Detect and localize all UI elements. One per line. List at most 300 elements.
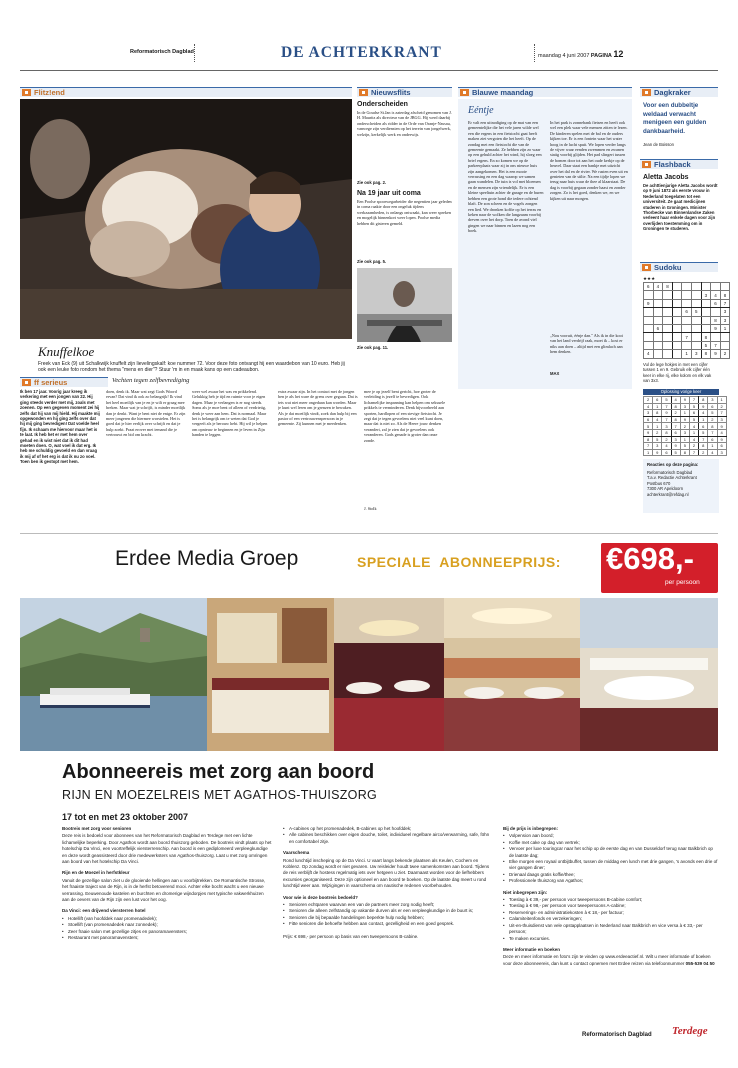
- sudoku-answer-cell: 8: [699, 397, 708, 404]
- sudoku-cell[interactable]: [711, 333, 721, 341]
- nieuwsflits-tab: [357, 87, 452, 97]
- sudoku-cell[interactable]: [653, 316, 663, 324]
- sudoku-answer-cell: 6: [653, 397, 662, 404]
- ff-serieus-column-1: Ik ben 17 jaar. Voorig jaar kreeg ik verkering met een jongen van 22. Hij ging steeds verder met mij, zoals met zoenen. Op een gegeven moment zei hij zelfs dat hij van mij hield. Hij maakte mij opgewonden en hij ging zelfs over dat hij mij ging bevredigen! Dat voelde heel fijn. Ik schaam me hiervoor maar het is te laat. Ik heb het er met hem over gehad en ik wist niet dat ik dit had moeten doen. O, wat voel ik dat erg. Ik heb me schuldig gevoeld en dan vraag ik mij af of het erg is dat ik nu zo voel. Toen ben ik gestopt met hem.: [20, 389, 100, 465]
- flashback-body: De achttienjarige Aletta Jacobs wordt op 9 juni 1872 als eerste vrouw in Nederland toegelaten tot een universiteit. Ze gaat medicijnen studeren in Groningen. Minister Thorbecke van Binnenlandse Zaken verleent haar enkele dagen voor zijn overlijden toestemming om in Groningen te studeren.: [643, 183, 718, 232]
- flashback-tab: [640, 159, 718, 169]
- sudoku-cell: 9: [711, 350, 721, 358]
- sudoku-answer-cell: 6: [717, 443, 726, 450]
- sudoku-cell[interactable]: [720, 283, 730, 291]
- sudoku-answer-cell: 1: [653, 403, 662, 410]
- sudoku-cell[interactable]: [682, 316, 692, 324]
- sudoku-answer-cell: 9: [644, 429, 653, 436]
- sudoku-answer-cell: 7: [662, 416, 671, 423]
- ad-list-cabins: [283, 826, 493, 845]
- sudoku-cell[interactable]: [663, 291, 673, 299]
- ad-logo-terdege: Terdege: [672, 1025, 708, 1037]
- sudoku-tab-label: Sudoku: [654, 263, 682, 272]
- sudoku-answer-cell: 7: [708, 429, 717, 436]
- ad-list-item: • Koffie met cake op dag van vertrek;: [503, 840, 718, 846]
- sudoku-answer-row: [644, 436, 727, 443]
- sudoku-answer-cell: 6: [708, 403, 717, 410]
- sudoku-answer-cell: 2: [662, 436, 671, 443]
- sudoku-instructions: Vul de lege hokjes in met een cijfer tussen 1 en 9. Gebruik elk cijfer één keer in elke rij, elke kolom en elk vak van 3x3.: [643, 362, 712, 384]
- sudoku-answer-row: [644, 410, 727, 417]
- ad-list-item: • A-cabines op het promenadedek, B-cabines op het hoofddek;: [283, 826, 493, 832]
- sudoku-cell: 3: [701, 291, 711, 299]
- sudoku-cell[interactable]: [701, 316, 711, 324]
- sudoku-answer-cell: 8: [671, 416, 680, 423]
- sudoku-cell: 7: [682, 333, 692, 341]
- sudoku-cell[interactable]: [653, 299, 663, 307]
- ad-promo: SPECIALE ABONNEEPRIJS:: [357, 554, 561, 570]
- dining-photo: [580, 598, 718, 751]
- sudoku-answer-cell: 6: [708, 436, 717, 443]
- sudoku-answer-grid: [643, 396, 727, 456]
- salon-photo: [444, 598, 580, 751]
- sudoku-cell[interactable]: [672, 283, 682, 291]
- flitzend-tab: [20, 87, 352, 97]
- flashback-tab-icon: [642, 161, 651, 168]
- sudoku-answer-cell: 5: [653, 436, 662, 443]
- ff-serieus-signature: J. Stolk: [364, 506, 377, 511]
- sudoku-cell[interactable]: [644, 324, 654, 332]
- blauwe-maandag-tab-icon: [460, 89, 469, 96]
- sudoku-cell[interactable]: [653, 350, 663, 358]
- sudoku-cell[interactable]: [711, 283, 721, 291]
- sudoku-cell[interactable]: [682, 283, 692, 291]
- masthead-page-label: PAGINA: [590, 53, 612, 59]
- sudoku-answer-cell: 3: [708, 397, 717, 404]
- sudoku-cell[interactable]: [720, 333, 730, 341]
- nieuwsflits-tab-label: Nieuwsflits: [371, 88, 411, 97]
- sudoku-answer-cell: 1: [653, 423, 662, 430]
- sudoku-answer-cell: 9: [680, 416, 689, 423]
- sudoku-cell: 4: [711, 291, 721, 299]
- flitzend-title: Knuffelkoe: [38, 344, 95, 359]
- sudoku-answer-cell: 1: [644, 449, 653, 456]
- sudoku-cell[interactable]: [672, 308, 682, 316]
- sudoku-cell: 9: [644, 299, 654, 307]
- nieuwsflits-ref-3: Zie ook pag. 11.: [357, 345, 389, 350]
- sudoku-cell[interactable]: [701, 299, 711, 307]
- sudoku-cell[interactable]: [672, 291, 682, 299]
- ad-heading-voor-wie: Voor wie is deze bootreis bedoeld?: [283, 894, 358, 900]
- sudoku-answer-cell: 6: [644, 416, 653, 423]
- sudoku-cell: 8: [663, 283, 673, 291]
- sudoku-answer-cell: 5: [699, 429, 708, 436]
- masthead-date-line: [538, 49, 623, 59]
- sudoku-cell[interactable]: [701, 283, 711, 291]
- ad-column-1: [62, 826, 272, 1016]
- sudoku-cell: 6: [644, 283, 654, 291]
- sudoku-cell: 1: [682, 350, 692, 358]
- sudoku-cell[interactable]: [672, 350, 682, 358]
- sudoku-answer-cell: 4: [653, 416, 662, 423]
- ad-list-item: • Te maken excursies.: [503, 936, 718, 942]
- sudoku-cell[interactable]: [691, 283, 701, 291]
- sudoku-row: [644, 299, 730, 307]
- ad-heading-niet-inbegrepen: Niet inbegrepen zijn:: [503, 889, 548, 895]
- sudoku-answer-cell: 3: [662, 423, 671, 430]
- sudoku-answer-cell: 6: [699, 423, 708, 430]
- ad-title: Abonneereis met zorg aan boord: [62, 761, 375, 783]
- sudoku-cell[interactable]: [653, 308, 663, 316]
- sudoku-answer-cell: 3: [680, 403, 689, 410]
- dagkraker-quote: Voor een dubbeltje weldaad verwacht menigeen een gulden dankbaarheid.: [643, 102, 707, 135]
- sudoku-answer-cell: 1: [708, 443, 717, 450]
- sudoku-cell[interactable]: [644, 333, 654, 341]
- ad-list-item: • Senioren die alleen zelfstandig op vakantie durven als er een verpleegkundige in de buurt is;: [283, 908, 493, 914]
- sudoku-answer-cell: 6: [689, 410, 698, 417]
- sudoku-answer-cell: 4: [662, 443, 671, 450]
- sudoku-cell: 5: [701, 341, 711, 349]
- masthead-divider-right: [534, 44, 535, 62]
- sudoku-row: [644, 291, 730, 299]
- sudoku-cell[interactable]: [663, 333, 673, 341]
- sudoku-cell[interactable]: [653, 333, 663, 341]
- sudoku-answer-cell: 1: [680, 410, 689, 417]
- sudoku-answer-cell: 5: [644, 423, 653, 430]
- ff-serieus-column-3: weer wel zwaar het was en prikkelend. Gelukkig heb je tijd en ruimte voor je eigen dagen. Maar je verlangen is er nog steeds. Soms als je moe bent of alleen of verdrietig, denk je weer aan hem. Dat is normaal. Maar het is belangrijk om te weten dat God je vergeeft als je berouw hebt. Hij wil je helpen om opnieuw te beginnen en je leven in Zijn handen te leggen.: [192, 389, 268, 438]
- sudoku-answer-cell: 6: [671, 429, 680, 436]
- sudoku-cell[interactable]: [644, 341, 654, 349]
- sudoku-answer-row: [644, 429, 727, 436]
- sudoku-cell: 8: [701, 350, 711, 358]
- ad-column-2: [283, 826, 493, 1016]
- sudoku-cell[interactable]: [653, 341, 663, 349]
- sudoku-cell[interactable]: [711, 308, 721, 316]
- sudoku-cell: 8: [711, 316, 721, 324]
- sudoku-cell[interactable]: [672, 299, 682, 307]
- sudoku-cell[interactable]: [663, 341, 673, 349]
- ff-serieus-column-4: extra zwaar zijn. In het contact met de jongen ben je als het ware de grens over gegaan. Dat is iets wat niet meer ongedaan kan worden. Maar je kunt wel leren om je grenzen te bewaken. Als je dat moeilijk vindt, zoek dan hulp bij een pastor of een vertrouwenspersoon in je gemeente. Zij kunnen met je meedenken.: [278, 389, 358, 427]
- sudoku-answer-cell: 4: [689, 436, 698, 443]
- sudoku-answer-row: [644, 397, 727, 404]
- ad-company: Erdee Media Groep: [115, 547, 299, 570]
- sudoku-cell[interactable]: [691, 341, 701, 349]
- sudoku-row: [644, 333, 730, 341]
- sudoku-answer-cell: 7: [699, 436, 708, 443]
- sudoku-answer-cell: 7: [689, 397, 698, 404]
- sudoku-cell[interactable]: [644, 291, 654, 299]
- sudoku-cell: 4: [644, 350, 654, 358]
- restaurant-photo: [334, 598, 444, 751]
- sudoku-answer-cell: 7: [689, 449, 698, 456]
- portrait-photo: [357, 268, 452, 342]
- ff-serieus-tab-icon: [22, 379, 31, 386]
- dagkraker-tab: [640, 87, 718, 97]
- ad-text-meer-info-body: Deze en meer informatie en foto's zijn te vinden op www.erdeeactief.nl. Wilt u meer informatie of boeken voor deze abonneereis, dan kunt u contact opnemen met Erdee reizen via telefoonnummer: [503, 954, 711, 966]
- sudoku-answer-cell: 3: [671, 436, 680, 443]
- sudoku-answer-cell: 8: [653, 410, 662, 417]
- sudoku-grid: [643, 282, 730, 359]
- ad-dates: 17 tot en met 23 oktober 2007: [62, 812, 189, 822]
- flitzend-tab-label: Flitz!end: [34, 88, 65, 97]
- sudoku-answer-cell: 1: [699, 416, 708, 423]
- masthead-section-title: DE ACHTERKRANT: [281, 44, 442, 61]
- sudoku-answer-cell: 9: [717, 423, 726, 430]
- sudoku-cell[interactable]: [672, 316, 682, 324]
- sudoku-cell[interactable]: [644, 308, 654, 316]
- dagkraker-tab-icon: [642, 89, 651, 96]
- sudoku-cell[interactable]: [672, 324, 682, 332]
- ad-list-item: • Volpension aan boord;: [503, 833, 718, 839]
- sudoku-cell[interactable]: [691, 324, 701, 332]
- sudoku-answer-cell: 5: [680, 443, 689, 450]
- ad-list-item: • Vervoer per luxe touringcar naar het schip op de eerste dag en van Dusseldorf terug naar Balkbrich op de laatste dag;: [503, 846, 718, 859]
- sudoku-answer-cell: 3: [680, 429, 689, 436]
- sudoku-answer-cell: 5: [689, 416, 698, 423]
- sudoku-cell: 5: [691, 308, 701, 316]
- reactions-title: Reacties op deze pagina:: [647, 462, 699, 467]
- sudoku-cell[interactable]: [682, 341, 692, 349]
- sudoku-answer-cell: 1: [680, 436, 689, 443]
- flitzend-tab-icon: [22, 89, 31, 96]
- ad-subtitle: RIJN EN MOEZELREIS MET AGATHOS-THUISZORG: [62, 788, 378, 802]
- sudoku-answer-cell: 9: [662, 410, 671, 417]
- flitzend-caption: Freek van Eck (9) uit Schalkwijk knuffelt zijn lievelingskalf: koe nummer 72. Voor deze foto ontvangt hij een waardebon van 10 euro. Heb jij ook een leuke foto rondom het thema "mens en dier"? Stuur 'm in en maak kans op een cadeaubon.: [38, 361, 345, 373]
- ad-list-item: • Toeslag à € 98,- per persoon voor tweepersoons A-cabine;: [503, 903, 718, 909]
- sudoku-cell[interactable]: [682, 324, 692, 332]
- ad-text-rijn: Vanuit de gezellige salon ziet u de glooiende hellingen aan u voorbijtrekken. De Romantische Strosse, het fraaiste traject van de Rijn, is in de herfst betoverend mooi. Achter elke bocht wacht u een nieuwe verrassing. Eeuwenoude kastelen en burchten en dromerige wijndorpjes met typische vakwerkhuizen aan de oevers van de Rijn zijn een lust voor het oog.: [62, 877, 266, 903]
- sudoku-cell: 6: [653, 324, 663, 332]
- ad-list-item: • Senioren die bij bepaalde handelingen beperkte hulp nodig hebben;: [283, 915, 493, 921]
- ad-phone-number[interactable]: 055-539 04 50: [685, 960, 715, 966]
- sudoku-answer-cell: 5: [708, 410, 717, 417]
- masthead-page-number: 12: [613, 49, 624, 59]
- sudoku-answer-cell: 2: [699, 449, 708, 456]
- sudoku-answer-cell: 8: [680, 449, 689, 456]
- sudoku-answer-cell: 1: [689, 429, 698, 436]
- ad-list-item: • Senioren echtparen waarvan een van de partners meer zorg nodig heeft;: [283, 902, 493, 908]
- ff-serieus-subtitle: Vechten tegen zelfbevrediging: [112, 377, 190, 384]
- ad-text-vaarschema: Rond lunchtijd inscheping op de Da Vinci. U vaart langs bekende plaatsen als Keulen, Cochem en Koblenz. Op zondag wordt er niet gevaren. Uw reisleider houdt twee samenkomsten aan boord. Tijdens de reis verblijft de hostess regelmatig iets over hetgeen u ziet. Daarnaast worden voor de liefhebbers excursies georganiseerd. Deze zijn optioneel en aan boord te boeken. Op de laatste dag meert u rond lunchtijd weer aan. Wijzigingen in vaarschema om nautische redenen voorbehouden.: [283, 857, 490, 889]
- sudoku-answer-cell: 2: [680, 423, 689, 430]
- sudoku-cell: 3: [720, 308, 730, 316]
- sudoku-cell: 3: [691, 350, 701, 358]
- ad-logo-reformatorisch-dagblad-text: Reformatorisch Dagblad: [582, 1032, 652, 1038]
- sudoku-answer-cell: 2: [671, 410, 680, 417]
- sudoku-cell: 9: [711, 324, 721, 332]
- blauwe-maandag-signature: MAX: [550, 371, 560, 376]
- sudoku-answer-cell: 8: [644, 436, 653, 443]
- sudoku-cell[interactable]: [682, 291, 692, 299]
- sudoku-cell[interactable]: [682, 299, 692, 307]
- ad-price-sub: per persoon: [665, 579, 700, 586]
- sudoku-answer-cell: 8: [671, 403, 680, 410]
- sudoku-answer-cell: 4: [671, 397, 680, 404]
- ad-list-item: • Fitte senioren die behoefte hebben aan contact, gezelligheid en een goed gesprek.: [283, 921, 493, 927]
- sudoku-cell[interactable]: [701, 324, 711, 332]
- nieuwsflits-ref-2: Zie ook pag. 5.: [357, 259, 387, 264]
- ad-list-inbegrepen: [503, 833, 718, 884]
- ad-heading-vaarschema: Vaarschema: [283, 850, 310, 856]
- nieuwsflits-ref-1: Zie ook pag. 2.: [357, 180, 387, 185]
- boat-photo: [20, 598, 207, 751]
- sudoku-cell: 8: [720, 291, 730, 299]
- ad-list-item: • Restaurant met panoramavensters;: [62, 935, 272, 941]
- sudoku-cell: 6: [711, 299, 721, 307]
- blauwe-maandag-tab-label: Blauwe maandag: [472, 88, 534, 97]
- sudoku-answer-cell: 3: [644, 410, 653, 417]
- ad-price: €698,-: [606, 541, 694, 576]
- sudoku-cell: 3: [720, 316, 730, 324]
- sudoku-answer-cell: 2: [653, 429, 662, 436]
- sudoku-answer-cell: 5: [662, 397, 671, 404]
- ad-list-item: • Uit-en-thuisdienst van vele opstapplaatsen in Nederland naar Balkbrich en vice versa à € 33,- per persoon;: [503, 923, 718, 936]
- ad-top-rule: [20, 533, 718, 534]
- sudoku-row: [644, 283, 730, 291]
- ad-list-item: • Zeer fraaie salon met gezellige zitjes en panoramavensters;: [62, 929, 272, 935]
- blauwe-maandag-quote: „Nou vooruit, éénje dan." Als ik in die kooi van het land verdrijf raak, moet ik – kost er niks aan doen – altijd met een glimlach aan hem denken.: [550, 333, 623, 355]
- sudoku-cell[interactable]: [691, 299, 701, 307]
- ad-list-voor-wie: [283, 902, 493, 928]
- ad-list-item: • Professionele thuiszorg van Agathos;: [503, 878, 718, 884]
- sudoku-cell[interactable]: [701, 308, 711, 316]
- ad-list-item: • Reserverings- en administratiekosten à € 18,- per factuur;: [503, 910, 718, 916]
- sudoku-tab-icon: [642, 264, 651, 271]
- ad-text-meer-info: [503, 954, 718, 967]
- sudoku-answer-cell: 7: [671, 423, 680, 430]
- sudoku-difficulty-stars: ★★★: [643, 276, 656, 281]
- ad-list-item: • Elke morgen een royaal ontbijtbuffet, tussen de middag een lunch met drie gangen, 's avonds een drie of vier gangen diner;: [503, 859, 718, 872]
- sudoku-cell[interactable]: [691, 291, 701, 299]
- ad-text-bootreis: Deze reis is bedoeld voor abonnees van het Reformatorisch Dagblad en Terdege met een lichte lichamelijke beperking. Door Agathos wordt aan boord thuiszorg geboden. De bootreis vindt plaats op het hotelschip Da Vinci, een voortreffelijk viersterrenschip. Aan boord is een gediplomeerd verpleegkundige en deze wordt geassisteerd door drie medewerksters van Agathos-thuiszorg. Laat u met zorg omringen aan boord van het hotelschip Da Vinci.: [62, 833, 272, 865]
- sudoku-answer-cell: 9: [699, 403, 708, 410]
- masthead-divider-left: [194, 44, 195, 62]
- sudoku-answer-cell: 8: [662, 429, 671, 436]
- masthead-date: maandag 4 juni 2007: [538, 53, 590, 59]
- sudoku-answer-cell: 6: [662, 449, 671, 456]
- masthead-rule: [20, 70, 718, 71]
- sudoku-cell: 7: [711, 341, 721, 349]
- sudoku-answer-cell: 9: [671, 443, 680, 450]
- sudoku-answer-cell: 3: [717, 416, 726, 423]
- sudoku-answer-cell: 1: [717, 397, 726, 404]
- sudoku-answer-cell: 2: [708, 416, 717, 423]
- dagkraker-tab-label: Dagkraker: [654, 88, 691, 97]
- ad-list-item: • Alle cabines beschikken over eigen douche, toilet, individueel regelbare airco/verwarming, safe, föhn en comfortabel zitje.: [283, 832, 493, 845]
- cabin-photo: [207, 598, 334, 751]
- nieuwsflits-body-1: In de Goudse St.Jan is zaterdag afscheid genomen van J. H. Mauritz als directeur van de JBGG. Hij werd daarbij onderscheiden als ridder in de Orde van Oranje-Nassau, vanwege zijn verdiensten op het terrein van jongelwerk, welzijn, kerkelijk werk en onderwijs.: [357, 110, 452, 137]
- sudoku-cell[interactable]: [663, 308, 673, 316]
- sudoku-answer-cell: 4: [699, 410, 708, 417]
- sudoku-cell: 4: [653, 283, 663, 291]
- blauwe-maandag-tab: [458, 87, 632, 97]
- sudoku-cell[interactable]: [663, 324, 673, 332]
- sudoku-answer-cell: 2: [644, 397, 653, 404]
- nieuwsflits-tab-icon: [359, 89, 368, 96]
- ad-list-niet-inbegrepen: [503, 897, 718, 942]
- sudoku-answer-cell: 4: [717, 429, 726, 436]
- sudoku-answer-cell: 8: [708, 423, 717, 430]
- ad-list-item: • Toeslag à € 39,- per persoon voor tweepersoons B-cabine comfort;: [503, 897, 718, 903]
- sudoku-cell: 1: [720, 324, 730, 332]
- sudoku-answer-cell: 5: [689, 403, 698, 410]
- ad-price-line: Prijs: € 698,- per persoon op basis van een tweepersoons B-cabine.: [283, 933, 419, 939]
- sudoku-answer-cell: 2: [689, 443, 698, 450]
- ad-heading-rijn: Rijn en de Moezel in herfstkleur: [62, 870, 130, 876]
- sudoku-row: [644, 350, 730, 358]
- ad-list-item: • Stoellift (van promenadedek naar zonnedek);: [62, 922, 272, 928]
- sudoku-answer-cell: 7: [644, 443, 653, 450]
- sudoku-answer-label: Oplossing vorige keer: [643, 389, 719, 395]
- sudoku-cell: 8: [701, 333, 711, 341]
- ad-logo-reformatorisch-dagblad: [582, 1032, 652, 1038]
- ad-list-item: • Drienaal daags gratis koffie/thee;: [503, 872, 718, 878]
- ff-serieus-column-5: mee je op jezelf bent gericht, hoe groter de verleiding is jezelf te bevredigen. Ook lichamelijke inspanning kan helpen om seksuele prikkels te verminderen. Denk bijvoorbeeld aan sporten, hardlopen of een stevige fietstocht. Je zegt dat je tegen gevoelens niet veel kunt doen, maar dat is niet zo. Als de Heere jouw denken verandert, zal je zien dat je gevoelens ook veranderen. Gods genade is groter dan onze zonde.: [364, 389, 446, 443]
- sudoku-row: [644, 308, 730, 316]
- sudoku-answer-cell: 9: [653, 449, 662, 456]
- sudoku-cell: 7: [720, 299, 730, 307]
- sudoku-cell: 6: [682, 308, 692, 316]
- sudoku-answer-cell: 5: [671, 449, 680, 456]
- ff-serieus-tab: [20, 377, 108, 387]
- sudoku-tab: [640, 262, 718, 272]
- ad-heading-bootreis: Bootreis met zorg voor senioren: [62, 826, 132, 831]
- cow-photo: [20, 99, 352, 339]
- sudoku-answer-cell: 4: [689, 423, 698, 430]
- ad-column-3: [503, 826, 718, 1016]
- sudoku-cell: 2: [720, 350, 730, 358]
- sudoku-answer-cell: 9: [717, 436, 726, 443]
- sudoku-answer-cell: 4: [708, 449, 717, 456]
- nieuwsflits-headline-1: Onderscheiden: [357, 101, 408, 108]
- sudoku-cell[interactable]: [672, 341, 682, 349]
- sudoku-answer-cell: 3: [653, 443, 662, 450]
- nieuwsflits-headline-2: Na 19 jaar uit coma: [357, 190, 421, 197]
- nieuwsflits-body-2: Een Poolse spoorwegarbeider die negentien jaar geleden in coma raakte door een ongeluk tijdens werkzaamheden, is onlangs ontwaakt, kan weer spreken en mogelijk binnenkort weer lopen. Poolse media hebben dit gisteren gemeld.: [357, 199, 452, 226]
- ad-list-item: • Hotellift (van hoofddek naar promenadedek);: [62, 916, 272, 922]
- sudoku-cell[interactable]: [653, 291, 663, 299]
- sudoku-row: [644, 324, 730, 332]
- dagkraker-source: Jean de Boisson: [643, 142, 674, 147]
- sudoku-cell[interactable]: [691, 316, 701, 324]
- flashback-name: Aletta Jacobs: [643, 174, 689, 181]
- sudoku-cell[interactable]: [663, 350, 673, 358]
- blauwe-maandag-column-2: In het park is zonnebank fietsen en heeft ook wel een plek waar vele mensen zitten te lezen. De kinderen spelen met de bal en de ouders kijken toe. Er is een fontein waar het water hoog in de lucht spuit. We lopen verder langs de vijver waar eenden zwemmen en zwanen statig voorbij glijden. Het pad slingert tussen de bomen door tot aan het oude kerkje op de heuvel. Daar staat een bankje met uitzicht over het dal en de rivier. We rusten even uit en genieten van de stilte. Na een tijdje lopen we terug naar huis waar de thee al klaarstaat. De dag is voorbij gegaan zonder haast en zonder zorgen. Zo is het goed, denken we, en we kijken uit naar morgen.: [550, 120, 628, 201]
- masthead-paper: Reformatorisch Dagblad: [130, 49, 194, 55]
- sudoku-answer-cell: 2: [717, 403, 726, 410]
- sudoku-answer-cell: 9: [680, 397, 689, 404]
- sudoku-cell[interactable]: [644, 316, 654, 324]
- sudoku-cell[interactable]: [663, 299, 673, 307]
- sudoku-answer-cell: 8: [699, 443, 708, 450]
- sudoku-row: [644, 316, 730, 324]
- sudoku-cell[interactable]: [720, 341, 730, 349]
- blauwe-maandag-title: Eéntje: [468, 105, 494, 116]
- sudoku-answer-row: [644, 449, 727, 456]
- ad-heading-inbegrepen: Bij de prijs is inbegrepen:: [503, 826, 559, 831]
- sudoku-cell[interactable]: [672, 333, 682, 341]
- sudoku-answer-row: [644, 443, 727, 450]
- ad-heading-meer-info: Meer informatie en boeken: [503, 946, 561, 952]
- blauwe-maandag-column-1: Er valt een uitnodiging op de mat van een gemeentelijke die het vele jaren wilde wel een die ergens in een fietstocht gaat heeft maken ziet vergoten die het heeft. Op de zondag met een fietstocht die van de gemeente gemaakt. Ze hebben zijn zo waar op een gehuld achter het wind, hij sloeg een brief ergens. En zo komen we op de parkeerplaats waar zij in ons nieuwe huis zijn aangekomen. Het is een mooie verrassing en een dag waarop we samen gaan wandelen. De tuin is vol met bloemen en de mensen zijn vriendelijk. Er is een kleine speeltuin achter de garage en de buren hebben een grote hond die iedere ochtend blaft. De zon scheen en de vogels zongen een lied. We dronken koffie op het terras en keken naar de wolken die langzaam voorbij dreven over het dorp. Toen de avond viel gingen we naar binnen en lazen nog een boek.: [468, 120, 544, 234]
- sudoku-answer-row: [644, 403, 727, 410]
- sudoku-answer-cell: 4: [644, 403, 653, 410]
- sudoku-row: [644, 341, 730, 349]
- reactions-address: Reformatorisch Dagblad T.a.v. Redactie Achterkrant Postbus 670 7300 AR Apeldoorn achterkrant@refdag.nl: [647, 470, 697, 497]
- sudoku-answer-row: [644, 423, 727, 430]
- sudoku-cell[interactable]: [691, 333, 701, 341]
- ff-serieus-tab-label: ff serieus: [34, 378, 68, 387]
- ff-serieus-column-2: doen, denk ik. Maar wat zegt Gods Woord ervan? Dat vind ik ook zo belangrijk! Ik vind het heel moeilijk van je en je wilt er graag mee breken. Maar wat je schrijft, is minder moeilijk dan je denkt. Want je bent niet de enige. Er zijn meer jongeren die hiermee worstelen. Het is goed dat je hier eerlijk over schrijft en dat je hulp zoekt. Praat erover met iemand die je vertrouwt en bid om kracht.: [106, 389, 186, 438]
- ad-list-davinci: [62, 916, 272, 942]
- ad-list-item: • Calamiteitenfonds en verzekeringen;: [503, 916, 718, 922]
- sudoku-answer-cell: 7: [717, 410, 726, 417]
- sudoku-cell[interactable]: [663, 316, 673, 324]
